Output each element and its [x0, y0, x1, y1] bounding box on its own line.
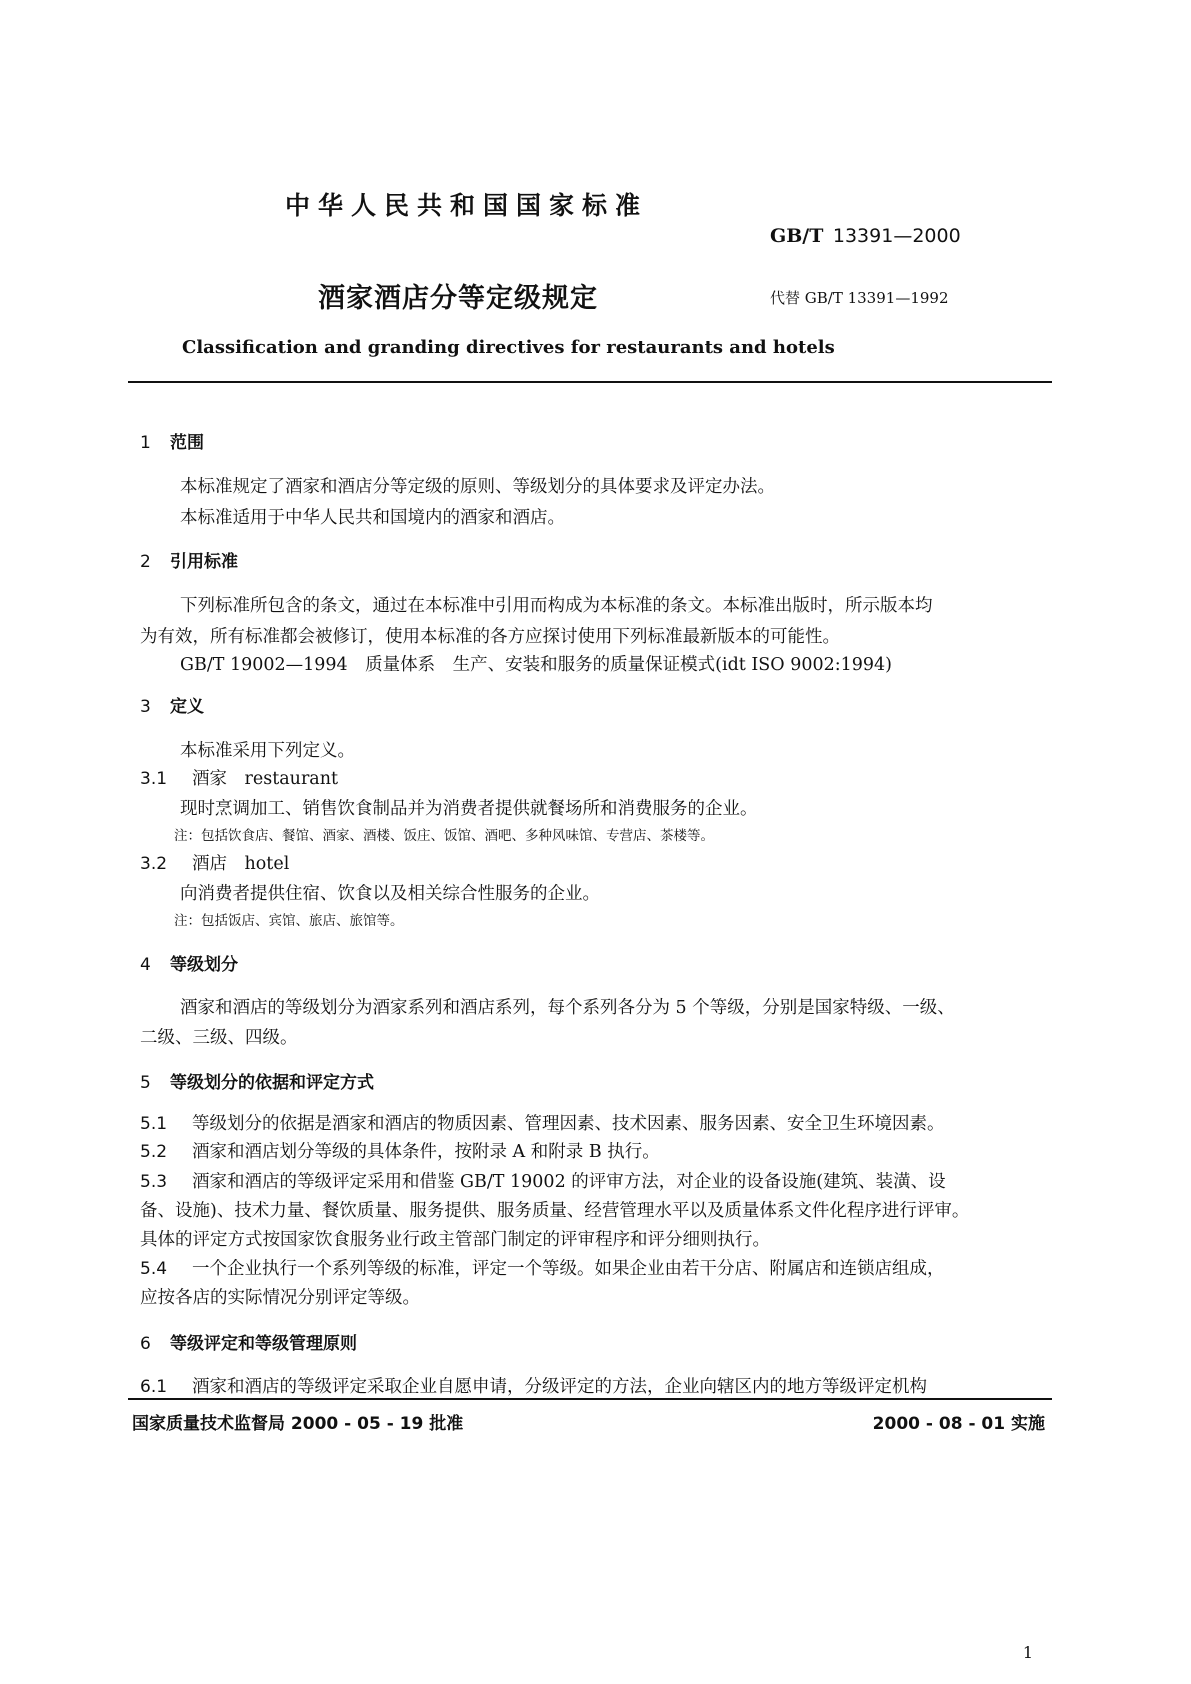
section-3-paragraph: 本标准采用下列定义。: [180, 741, 355, 761]
section-4-paragraph-line-1: 酒家和酒店的等级划分为酒家系列和酒店系列，每个系列各分为 5 个等级，分别是国家特级、一级、: [180, 998, 955, 1018]
term-3-2: 3.2 酒店 hotel: [140, 854, 290, 874]
section-2-paragraph-line-1: 下列标准所包含的条文，通过在本标准中引用而构成为本标准的条文。本标准出版时，所示版本均: [180, 596, 933, 616]
standard-code: 13391—2000: [832, 225, 961, 247]
section-2-heading: 2 引用标准: [140, 552, 238, 572]
term-3-1: 3.1 酒家 restaurant: [140, 769, 339, 789]
term-3-1-definition: 现时烹调加工、销售饮食制品并为消费者提供就餐场所和消费服务的企业。: [180, 799, 758, 819]
section-1-heading: 1 范围: [140, 433, 204, 453]
term-3-1-note: 注：包括饮食店、餐馆、酒家、酒楼、饭庄、饭馆、酒吧、多种风味馆、专营店、茶楼等。: [174, 828, 714, 844]
standard-prefix: GB/T: [770, 225, 824, 247]
section-3-heading: 3 定义: [140, 697, 204, 717]
english-title: Classification and granding directives for restaurants and hotels: [182, 337, 835, 358]
section-5-heading: 5 等级划分的依据和评定方式: [140, 1073, 374, 1093]
term-3-2-definition: 向消费者提供住宿、饮食以及相关综合性服务的企业。: [180, 884, 600, 904]
section-6-heading: 6 等级评定和等级管理原则: [140, 1334, 357, 1354]
clause-5-3: 5.3 酒家和酒店的等级评定采用和借鉴 GB/T 19002 的评审方法，对企业的设备设施(建筑、装潢、设: [140, 1172, 946, 1192]
section-4-paragraph-line-2: 二级、三级、四级。: [140, 1028, 298, 1048]
clause-6-1: 6.1 酒家和酒店的等级评定采取企业自愿申请，分级评定的方法，企业向辖区内的地方等级评定机构: [140, 1377, 927, 1397]
section-1-paragraph-1: 本标准规定了酒家和酒店分等定级的原则、等级划分的具体要求及评定办法。: [180, 477, 775, 497]
standard-number: [770, 225, 961, 248]
clause-5-4-line-2: 应按各店的实际情况分别评定等级。: [140, 1288, 420, 1308]
implementation-date: 2000 - 08 - 01 实施: [872, 1414, 1045, 1434]
section-1-paragraph-2: 本标准适用于中华人民共和国境内的酒家和酒店。: [180, 508, 565, 528]
clause-5-1: 5.1 等级划分的依据是酒家和酒店的物质因素、管理因素、技术因素、服务因素、安全卫生环境因素。: [140, 1114, 945, 1134]
approval-date: 国家质量技术监督局 2000 - 05 - 19 批准: [132, 1414, 464, 1434]
section-4-heading: 4 等级划分: [140, 955, 238, 975]
footer-divider: [128, 1398, 1052, 1400]
clause-5-2: 5.2 酒家和酒店划分等级的具体条件，按附录 A 和附录 B 执行。: [140, 1142, 660, 1162]
document-title: 酒家酒店分等定级规定: [318, 283, 598, 314]
header-divider: [128, 381, 1052, 383]
clause-5-3-line-2: 备、设施)、技术力量、餐饮质量、服务提供、服务质量、经营管理水平以及质量体系文件化程序进行评审。: [140, 1201, 970, 1221]
national-standard-heading: 中华人民共和国国家标准: [285, 191, 649, 220]
clause-5-3-line-3: 具体的评定方式按国家饮食服务业行政主管部门制定的评审程序和评分细则执行。: [140, 1230, 770, 1250]
term-3-2-note: 注：包括饭店、宾馆、旅店、旅馆等。: [174, 913, 404, 929]
section-2-reference: GB/T 19002—1994 质量体系 生产、安装和服务的质量保证模式(idt ISO 9002:1994): [180, 655, 893, 675]
section-2-paragraph-line-2: 为有效，所有标准都会被修订，使用本标准的各方应探讨使用下列标准最新版本的可能性。: [140, 627, 840, 647]
page-number: 1: [1022, 1643, 1033, 1662]
replaces-standard: 代替 GB/T 13391—1992: [770, 289, 949, 307]
clause-5-4: 5.4 一个企业执行一个系列等级的标准，评定一个等级。如果企业由若干分店、附属店和连锁店组成，: [140, 1259, 945, 1279]
